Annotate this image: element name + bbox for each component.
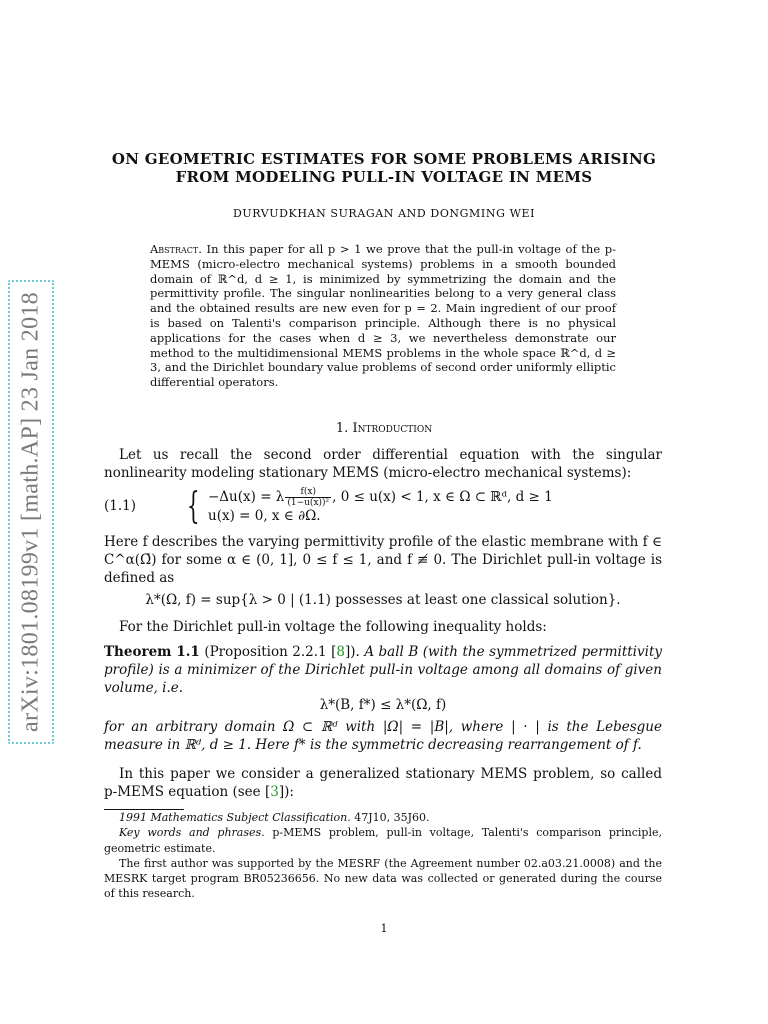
arxiv-sidebar-stamp[interactable] (8, 280, 54, 744)
theorem-source-suffix: ]). (345, 644, 360, 660)
footnote-msc (104, 810, 662, 825)
equation-fraction (285, 487, 331, 508)
title-line-2: FROM MODELING PULL-IN VOLTAGE IN MEMS (175, 168, 593, 186)
section-name: Introduction (352, 421, 433, 436)
equation-label: (1.1) (104, 498, 137, 514)
intro-paragraph: Let us recall the second order differential equation with the singular nonlinearity modeling stationary MEMS (micro-electro mechanical systems): (104, 447, 662, 481)
msc-values: 47J10, 35J60. (354, 811, 430, 824)
equation-line-1 (208, 487, 553, 508)
pmems-end: ]): (278, 784, 294, 800)
pmems-paragraph (104, 765, 662, 801)
theorem-conclusion: for an arbitrary domain Ω ⊂ ℝᵈ with |Ω| = |B|, where | · | is the Lebesgue measure in ℝᵈ, d ≥ 1. Here f* is the symmetric decreasing rearrangement of f. (104, 719, 662, 753)
theorem-label: Theorem 1.1 (104, 644, 200, 660)
title-line-1: ON GEOMETRIC ESTIMATES FOR SOME PROBLEMS ARISING (111, 150, 657, 168)
pull-in-voltage-definition: λ*(Ω, f) = sup{λ > 0 | (1.1) possesses at least one classical solution}. (145, 592, 621, 608)
inequality-intro: For the Dirichlet pull-in voltage the following inequality holds: (119, 619, 547, 635)
theorem-1-1 (104, 643, 662, 697)
fraction-numerator: f(x) (285, 487, 331, 498)
paper-title (100, 150, 668, 186)
pmems-text: In this paper we consider a generalized stationary MEMS problem, so called p-MEMS equation (see [ (104, 766, 662, 800)
arxiv-identifier: arXiv:1801.08199v1 [math.AP] 23 Jan 2018 (17, 292, 44, 732)
permittivity-paragraph: Here f describes the varying permittivity profile of the elastic membrane with f ∈ C^α(Ω̄) for some α ∈ (0, 1], 0 ≤ f ≤ 1, and f ≢ 0. The Dirichlet pull-in voltage is defined as (104, 534, 662, 586)
equation-lhs: −Δu(x) = λ (208, 489, 285, 505)
section-number: 1. (335, 421, 349, 436)
theorem-statement: A ball B (with the symmetrized permittivity profile) is a minimizer of the Dirichlet pull-in voltage among all domains of given volume, i.e. (104, 644, 662, 696)
msc-label: 1991 Mathematics Subject Classification. (119, 811, 351, 824)
citation-link-8[interactable]: 8 (336, 644, 345, 660)
equation-brace: { (187, 486, 200, 527)
footnote-keywords (104, 825, 662, 856)
theorem-source-prefix: (Proposition 2.2.1 [ (204, 644, 337, 660)
abstract (150, 242, 616, 390)
footnote-funding: The first author was supported by the MESRF (the Agreement number 02.a03.21.0008) and the MESRK target program BR05236656. No new data was collected or generated during the course of this research. (104, 856, 662, 901)
section-heading (100, 421, 668, 436)
citation-link-3[interactable]: 3 (270, 784, 279, 800)
paper-authors: DURVUDKHAN SURAGAN AND DONGMING WEI (232, 207, 536, 220)
equation-rhs: , 0 ≤ u(x) < 1, x ∈ Ω ⊂ ℝᵈ, d ≥ 1 (332, 489, 553, 505)
theorem-inequality: λ*(B, f*) ≤ λ*(Ω, f) (319, 697, 447, 713)
abstract-text: In this paper for all p > 1 we prove that the pull-in voltage of the p-MEMS (micro-electro mechanical systems) problems in a smooth bounded domain of ℝ^d, d ≥ 1, is minimized by symmetrizing the domain and the permittivity profile. The singular nonlinearities belong to a very general class and the obtained results are new even for p = 2. Main ingredient of our proof is based on Talenti's comparison principle. Although there is no physical applications for the cases when d ≥ 3, we nevertheless demonstrate our method to the multidimensional MEMS problems in the whole space ℝ^d, d ≥ 3, and the Dirichlet boundary value problems of second order uniformly elliptic differential operators. (150, 242, 616, 390)
page-number: 1 (380, 922, 388, 935)
equation-line-2: u(x) = 0, x ∈ ∂Ω. (208, 508, 321, 524)
fraction-denominator: (1−u(x))² (287, 498, 330, 508)
footnotes (104, 810, 662, 902)
abstract-label: Abstract. (150, 242, 202, 256)
keywords-label: Key words and phrases. (119, 826, 265, 840)
keywords-text: p-MEMS problem, pull-in voltage, Talenti's comparison principle, geometric estimate. (104, 826, 662, 855)
